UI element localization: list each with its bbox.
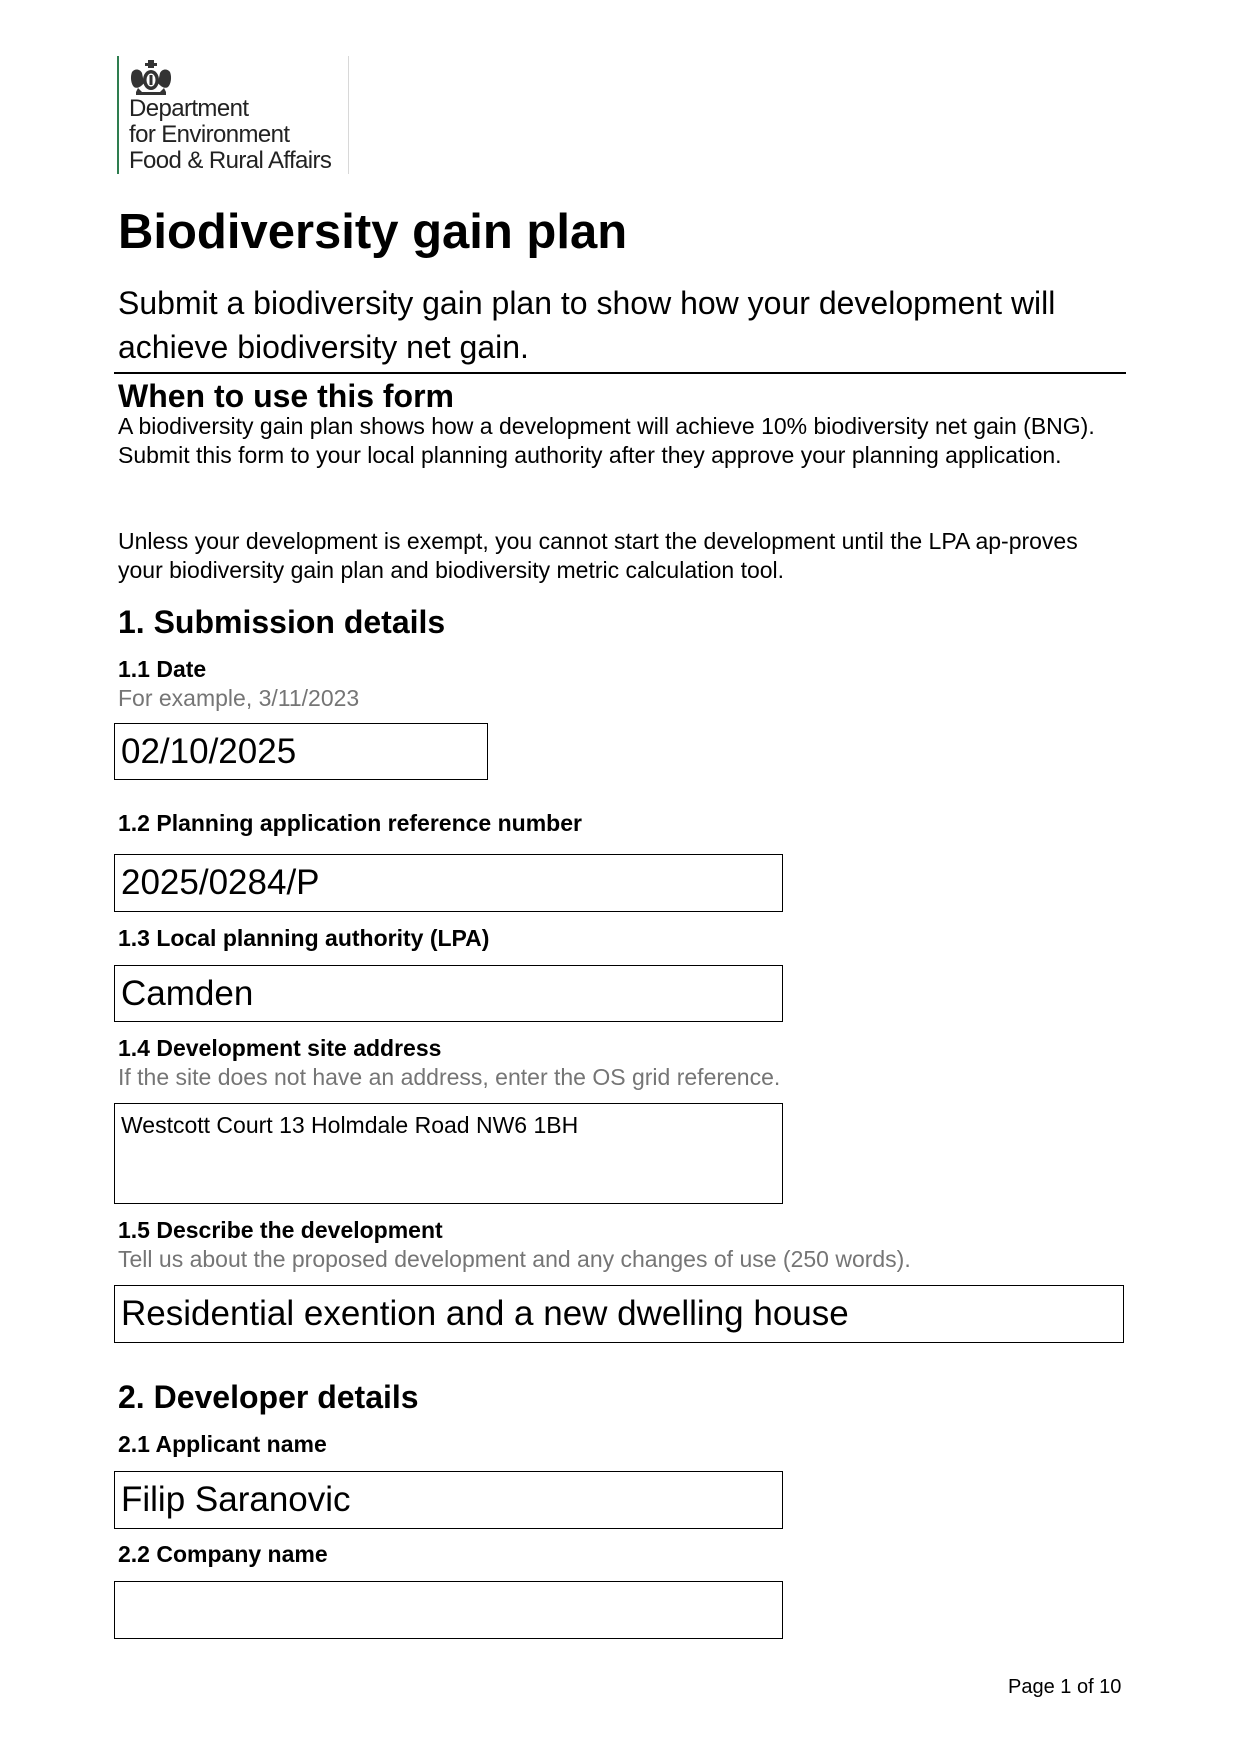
title-divider [114,372,1126,374]
date-input[interactable] [114,723,488,780]
page-title: Biodiversity gain plan [118,205,628,259]
company-input[interactable] [114,1581,783,1639]
lpa-input[interactable] [114,965,783,1022]
logo-line-2: for Environment [129,121,290,148]
when-to-use-paragraph-2: Unless your development is exempt, you cannot start the development until the LPA ap-proves your biodiversity gain plan and biodiversity metric calculation tool. [118,528,1078,583]
address-textarea[interactable] [114,1103,783,1204]
planning-ref-input[interactable] [114,854,783,912]
applicant-label: 2.1 Applicant name [118,1431,327,1457]
section-2-heading: 2. Developer details [118,1379,419,1415]
lpa-value: Camden [121,973,254,1013]
address-value: Westcott Court 13 Holmdale Road NW6 1BH [121,1112,579,1138]
planning-ref-label: 1.2 Planning application reference number [118,810,582,836]
date-label: 1.1 Date [118,656,207,682]
address-hint: If the site does not have an address, enter the OS grid reference. [118,1064,781,1090]
description-label: 1.5 Describe the development [118,1217,443,1243]
applicant-input[interactable] [114,1471,783,1529]
date-hint: For example, 3/11/2023 [118,685,360,711]
section-1-heading: 1. Submission details [118,604,446,640]
description-hint: Tell us about the proposed development and any changes of use (250 words). [118,1246,911,1272]
company-label: 2.2 Company name [118,1541,328,1567]
when-to-use-paragraph-1: A biodiversity gain plan shows how a development will achieve 10% biodiversity net gain (BNG). Submit this form to your local planning authority after they approve your planning application. [118,413,1095,468]
applicant-value: Filip Saranovic [121,1480,351,1519]
address-label: 1.4 Development site address [118,1035,442,1061]
description-value: Residential exention and a new dwelling house [121,1294,849,1333]
lpa-label: 1.3 Local planning authority (LPA) [118,925,490,951]
logo-green-bar [117,56,119,174]
date-value: 02/10/2025 [121,731,297,771]
logo-line-3: Food & Rural Affairs [129,147,332,174]
logo-line-1: Department [129,95,249,122]
when-to-use-heading: When to use this form [118,378,454,414]
logo-divider [348,56,349,174]
page-subtitle: Submit a biodiversity gain plan to show how your development will achieve biodiversity net gain. [118,285,1056,365]
description-input[interactable] [114,1285,1124,1343]
royal-crest-icon [128,58,174,98]
planning-ref-value: 2025/0284/P [121,863,320,902]
defra-logo [117,56,349,174]
page-number: Page 1 of 10 [1008,1676,1122,1698]
